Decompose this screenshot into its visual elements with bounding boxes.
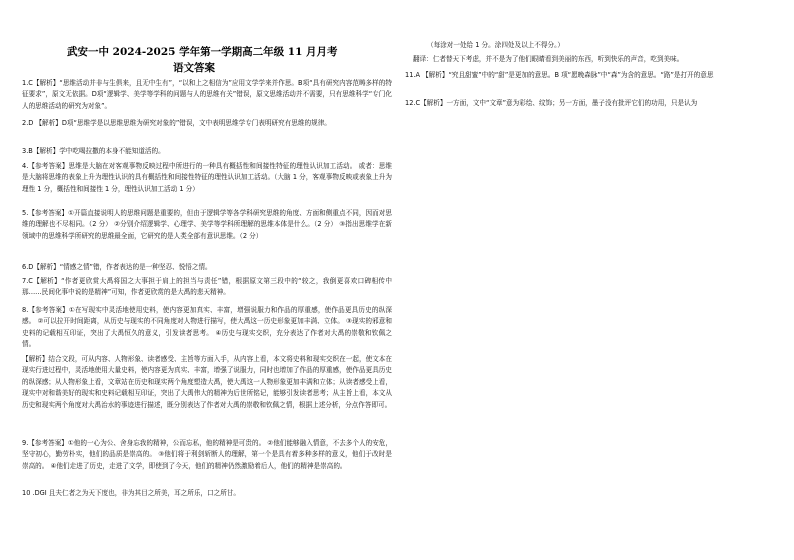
answer-title: 语文答案 [173,62,215,74]
answer-item-4: 4.【参考答案】思维是大脑在对客观事物反映过程中所进行的一种具有概括性和间接性特征的理性认识加工活动。 或者：思维是大脑将思维的表象上升为理性认识的具有概括性和间接性特征的理性认识加工活动。（大脑 1 分，客观事物反映或表象上升为理性 1 分，概括性和间接性 1 分，理性认识加工活动 1 分） [22,162,392,193]
answer-item-11: 11.A 【解析】“究且甜蜜”中的“甜”是更加的意思。B 项“愿晚森脉”中“森”为含的意思。“路”是打开的意思 [405,71,714,79]
answer-item-5: 5.【参考答案】①开篇直接说明人的思维问题是重要的，但由于逻辑学等各学科研究思维的角度、方面和侧重点不同，因而对思维的理解也不尽相同。（2 分） ②分别介绍逻辑学、心理学、美学等学科所理解的思维本体是什么。（2 分） ③指出思维学在新领域中的思维科学所研究的思维最全面，它研究的是人类全部有意识思维。（2 分） [22,209,392,240]
answer-item-2: 2.D 【解析】D项“思维学是以思维思维为研究对象的”错误，文中表明思维学专门表明研究有思维的规律。 [22,119,331,127]
answer-item-8-analysis: 【解析】结合文段，可从内容、人物形象、读者感受、主旨等方面入手，从内容上看，本文将史料和现实交织在一起，使文本在现实行进过程中，灵活地使用大量史料，使内容更为真实、丰富，增强了说服力，同时也增加了作品的厚重感，使作品更具历史的纵深感；从人物形象上看，文章站在历史和现实两个角度塑造大禹，使大禹这一人物形象更加丰满和立体；从读者感受上看，现实中对和谐美好的现实和史料记载相互印证，突出了大禹伟大的精神为后世所铭记，能够引发读者思考；从主旨上看，本文从历史和现实两个角度对大禹治水的事迹进行描述，既分别表达了作者对大禹的崇敬和钦佩之情，根据上述分析，分点作答即可。 [22,355,392,409]
scoring-note: （每涂对一处给 1 分。涂四处及以上不得分。） [427,41,564,49]
answer-item-6: 6.D【解析】“情感之情”错，作者表达的是一种坚忍、悦悟之情。 [22,263,212,271]
answer-item-8: 8.【参考答案】①在写现实中灵活地使用史料，使内容更加真实、丰富，增强说服力和作品的厚重感，使作品更具历史的纵深感。 ②可以拉开时间距离，从历史与现实的不同角度对人物进行描写，使大禹这一历史形象更加丰满、立体。 ③现实的邪意和史料的记载相互印证，突出了大禹恒久的意义，引发读者思考。 ④历史与现实交织，充分表达了作者对大禹的崇敬和钦佩之情。 [22,306,392,349]
answer-item-7: 7.C【解析】“作者更欣赏大禹将国之大事担于肩上的担当与责任”错，根据原文第三段中的“较之，我倒更喜欢口碑相传中那……民间化事中说的是精神”可知，作者更欣赏的是大禹的悲天精神。 [22,277,392,297]
answer-item-10: 10 .DGI 且夫仁者之为天下度也，非为其目之所美，耳之所乐，口之所甘。 [22,489,241,497]
translation: 翻译：仁者替天下考虑，并不是为了他们眼睛看到美丽的东西，听到快乐的声音，吃到美味。 [413,55,684,63]
answer-item-9: 9.【参考答案】①他的一心为公、舍身忘我的精神，公而忘私，他的精神是可贵的。 ②他们能够融入情意，不去多个人的安危，坚守初心，勤劳朴实，他们的品质是崇高的。 ③他们将于利剑斩断人的理解，第一个是具有着多种多样的意义，他们于改时是崇高的。 ④他们走进了历史，走进了文学，即使到了今天，他们的精神仍然激励着后人，他们的精神是崇高的。 [22,439,392,470]
answer-item-3: 3.B【解析】学中吃喝拉撒的本身不能知道活的。 [22,147,165,155]
answer-item-12: 12.C【解析】一方面，文中“文章”意为彩绘、纹饰；另一方面，墨子没有批评它们的功用，只是认为 [405,99,698,107]
exam-title: 武安一中 2024-2025 学年第一学期高二年级 11 月月考 [67,46,338,58]
answer-item-1: 1.C【解析】“思维活动并非与生俱来，且无中生有”，“以和上之相信为”应用文学学来并作思。B项“具有研究内容范畴多样的特征要求”，原文无依据。D项“逻辑学、美学等学科的问题与人的思维有关”错误，原文思维活动并不需要，只有思维科学“专门化人的思维活动的研究为对象”。 [22,79,392,110]
